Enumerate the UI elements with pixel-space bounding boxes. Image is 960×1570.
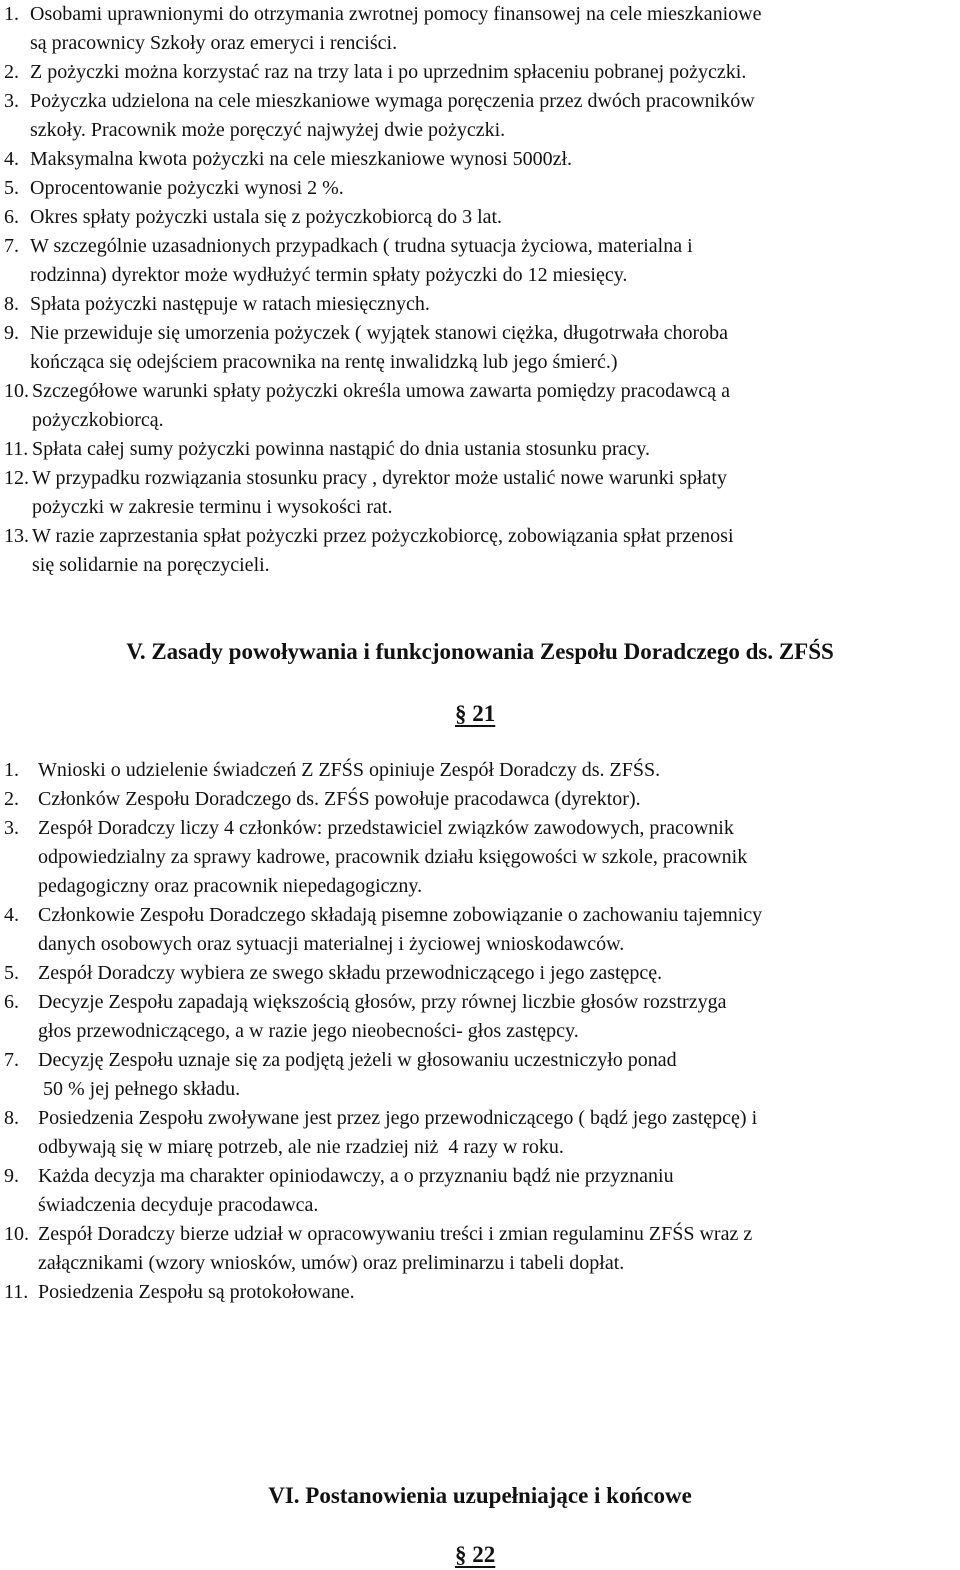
list-item-number: 8. xyxy=(4,293,19,315)
paragraph-22-mark: § 22 xyxy=(455,1542,496,1567)
list-item-line: Zespół Doradczy liczy 4 członków: przedstawiciel związków zawodowych, pracownik xyxy=(38,817,734,839)
list-item-line: Z pożyczki można korzystać raz na trzy lata i po uprzednim spłaceniu pobranej pożyczki. xyxy=(30,61,747,83)
list-item-text xyxy=(30,319,960,377)
list-item-line: Decyzje Zespołu zapadają większością głosów, przy równej liczbie głosów rozstrzyga xyxy=(38,991,727,1013)
list-item xyxy=(4,87,960,145)
list-item-line: są pracownicy Szkoły oraz emeryci i renciści. xyxy=(30,32,398,54)
list-item xyxy=(4,232,960,290)
section-vi-title: VI. Postanowienia uzupełniające i końcowe xyxy=(268,1483,692,1508)
list-item-number: 11. xyxy=(4,438,29,460)
list-item-line: pożyczkobiorcą. xyxy=(32,409,164,431)
list-item-line: Szczegółowe warunki spłaty pożyczki określa umowa zawarta pomiędzy pracodawcą a xyxy=(32,380,731,402)
list-item xyxy=(4,1220,960,1278)
list-item xyxy=(4,522,960,580)
list-item-line: Członkowie Zespołu Doradczego składają pisemne zobowiązanie o zachowaniu tajemnicy xyxy=(38,904,763,926)
list-item-number: 1. xyxy=(4,759,19,781)
list-item-text xyxy=(30,87,960,145)
list-item-line: się solidarnie na poręczycieli. xyxy=(32,554,270,576)
list-item xyxy=(4,0,960,58)
list-item xyxy=(4,290,960,319)
list-item-line: Posiedzenia Zespołu zwoływane jest przez jego przewodniczącego ( bądź jego zastępcę) i xyxy=(38,1107,758,1129)
list-item-number: 10. xyxy=(4,380,29,402)
list-item-number: 9. xyxy=(4,1165,19,1187)
list-item-line: Okres spłaty pożyczki ustala się z pożyczkobiorcą do 3 lat. xyxy=(30,206,503,228)
list-item-line: Decyzję Zespołu uznaje się za podjętą jeżeli w głosowaniu uczestniczyło ponad xyxy=(38,1049,677,1071)
list-item-text xyxy=(30,145,960,174)
list-item-line: głos przewodniczącego, a w razie jego nieobecności- głos zastępcy. xyxy=(38,1020,579,1042)
list-item-text xyxy=(38,1278,960,1307)
list-item xyxy=(4,319,960,377)
list-item xyxy=(4,756,960,785)
list-item-line: Oprocentowanie pożyczki wynosi 2 %. xyxy=(30,177,344,199)
list-item-line: Spłata całej sumy pożyczki powinna nastąpić do dnia ustania stosunku pracy. xyxy=(32,438,650,460)
list-item-line: Wnioski o udzielenie świadczeń Z ZFŚS opiniuje Zespół Doradczy ds. ZFŚS. xyxy=(38,759,661,781)
list-item-line: odpowiedzialny za sprawy kadrowe, pracownik działu księgowości w szkole, pracownik xyxy=(38,846,748,868)
list-item-number: 2. xyxy=(4,61,19,83)
list-item-text xyxy=(32,377,960,435)
list-item xyxy=(4,203,960,232)
list-item-number: 6. xyxy=(4,991,19,1013)
list-item-number: 5. xyxy=(4,962,19,984)
list-item xyxy=(4,464,960,522)
list-item-text xyxy=(38,1104,960,1162)
list-item xyxy=(4,1104,960,1162)
list-item-text xyxy=(38,1162,960,1220)
list-item-text xyxy=(30,232,960,290)
list-item-text xyxy=(38,901,960,959)
list-item-number: 13. xyxy=(4,525,29,547)
list-item-line: Każda decyzja ma charakter opiniodawczy, a o przyznaniu bądź nie przyznaniu xyxy=(38,1165,674,1187)
list-item-number: 6. xyxy=(4,206,19,228)
list-item-number: 3. xyxy=(4,90,19,112)
list-item-text xyxy=(30,203,960,232)
list-item-number: 3. xyxy=(4,817,19,839)
list-item-text xyxy=(30,58,960,87)
list-item-line: odbywają się w miarę potrzeb, ale nie rzadziej niż 4 razy w roku. xyxy=(38,1136,564,1158)
list-item xyxy=(4,959,960,988)
list-item-text xyxy=(30,0,960,58)
list-item-number: 9. xyxy=(4,322,19,344)
list-item-text xyxy=(38,959,960,988)
list-item-number: 12. xyxy=(4,467,29,489)
list-item-number: 8. xyxy=(4,1107,19,1129)
list-item-number: 1. xyxy=(4,3,19,25)
list-item-line: W razie zaprzestania spłat pożyczki przez pożyczkobiorcę, zobowiązania spłat przenosi xyxy=(32,525,734,547)
list-item-line: szkoły. Pracownik może poręczyć najwyżej dwie pożyczki. xyxy=(30,119,506,141)
list-item xyxy=(4,814,960,901)
list-item-text xyxy=(32,522,960,580)
list-item xyxy=(4,988,960,1046)
list-item-line: Członków Zespołu Doradczego ds. ZFŚS powołuje pracodawca (dyrektor). xyxy=(38,788,641,810)
loan-rules-list xyxy=(4,0,960,580)
list-item-line: 50 % jej pełnego składu. xyxy=(38,1078,241,1100)
list-item-text xyxy=(38,785,960,814)
list-item-line: Nie przewiduje się umorzenia pożyczek ( wyjątek stanowi ciężka, długotrwała choroba xyxy=(30,322,729,344)
list-item xyxy=(4,58,960,87)
list-item xyxy=(4,174,960,203)
list-item-text xyxy=(38,988,960,1046)
list-item-line: Osobami uprawnionymi do otrzymania zwrotnej pomocy finansowej na cele mieszkaniowe xyxy=(30,3,762,25)
list-item-line: kończąca się odejściem pracownika na rentę inwalidzką lub jego śmierć.) xyxy=(30,351,618,373)
list-item-line: danych osobowych oraz sytuacji materialnej i życiowej wnioskodawców. xyxy=(38,933,625,955)
list-item-line: W szczególnie uzasadnionych przypadkach ( trudna sytuacja życiowa, materialna i xyxy=(30,235,693,257)
list-item-text xyxy=(30,290,960,319)
list-item-line: pożyczki w zakresie terminu i wysokości rat. xyxy=(32,496,393,518)
list-item-text xyxy=(38,1046,960,1104)
list-item-number: 4. xyxy=(4,148,19,170)
list-item-text xyxy=(38,814,960,901)
list-item xyxy=(4,1162,960,1220)
list-item-line: W przypadku rozwiązania stosunku pracy , dyrektor może ustalić nowe warunki spłaty xyxy=(32,467,727,489)
list-item-line: Posiedzenia Zespołu są protokołowane. xyxy=(38,1281,355,1303)
list-item xyxy=(4,1278,960,1307)
list-item-text xyxy=(32,435,960,464)
list-item-number: 10. xyxy=(4,1223,29,1245)
list-item-number: 4. xyxy=(4,904,19,926)
list-item-line: Pożyczka udzielona na cele mieszkaniowe wymaga poręczenia przez dwóch pracowników xyxy=(30,90,755,112)
list-item xyxy=(4,145,960,174)
list-item xyxy=(4,377,960,435)
section-v-title: V. Zasady powoływania i funkcjonowania Zespołu Doradczego ds. ZFŚS xyxy=(126,639,834,664)
list-item-line: Zespół Doradczy bierze udział w opracowywaniu treści i zmian regulaminu ZFŚS wraz z xyxy=(38,1223,753,1245)
paragraph-21-mark: § 21 xyxy=(455,701,496,726)
list-item-line: Maksymalna kwota pożyczki na cele mieszkaniowe wynosi 5000zł. xyxy=(30,148,573,170)
list-item-number: 7. xyxy=(4,1049,19,1071)
list-item xyxy=(4,1046,960,1104)
advisory-team-rules-list xyxy=(4,756,960,1307)
list-item-line: rodzinna) dyrektor może wydłużyć termin spłaty pożyczki do 12 miesięcy. xyxy=(30,264,628,286)
list-item-number: 7. xyxy=(4,235,19,257)
list-item xyxy=(4,435,960,464)
list-item-line: Zespół Doradczy wybiera ze swego składu przewodniczącego i jego zastępcę. xyxy=(38,962,663,984)
list-item-line: pedagogiczny oraz pracownik niepedagogiczny. xyxy=(38,875,423,897)
list-item-text xyxy=(32,464,960,522)
list-item-number: 11. xyxy=(4,1281,29,1303)
list-item xyxy=(4,785,960,814)
list-item-text xyxy=(38,1220,960,1278)
list-item-text xyxy=(38,756,960,785)
list-item-line: Spłata pożyczki następuje w ratach miesięcznych. xyxy=(30,293,430,315)
list-item-line: załącznikami (wzory wniosków, umów) oraz preliminarzu i tabeli dopłat. xyxy=(38,1252,625,1274)
list-item-number: 2. xyxy=(4,788,19,810)
list-item-line: świadczenia decyduje pracodawca. xyxy=(38,1194,319,1216)
list-item-text xyxy=(30,174,960,203)
list-item xyxy=(4,901,960,959)
list-item-number: 5. xyxy=(4,177,19,199)
